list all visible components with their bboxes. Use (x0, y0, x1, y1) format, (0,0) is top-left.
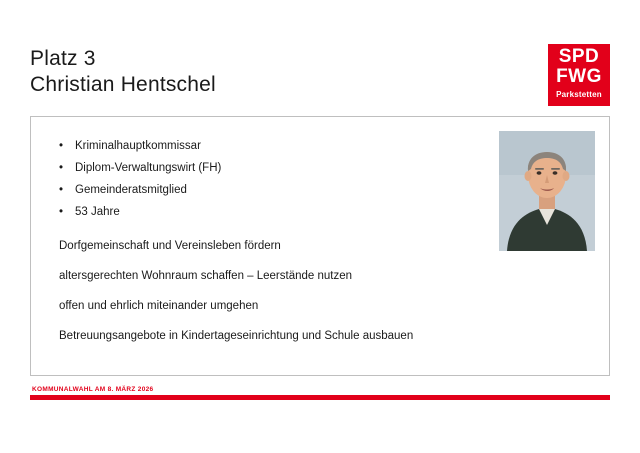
footer-label: KOMMUNALWAHL AM 8. MÄRZ 2026 (32, 386, 154, 393)
footer-bar (30, 395, 610, 400)
bullet-marker-icon: • (59, 140, 64, 152)
portrait-photo (499, 131, 595, 251)
bullet-marker-icon: • (59, 184, 64, 196)
list-item (59, 201, 479, 223)
footer (30, 386, 610, 400)
list-item-label: Gemeinderatsmitglied (75, 184, 187, 196)
content-box (30, 116, 610, 376)
slide-content (16, 30, 624, 418)
logo-line-parkstetten: Parkstetten (556, 90, 602, 99)
slide (16, 30, 624, 418)
list-item (59, 135, 479, 157)
page-title (30, 46, 460, 98)
list-item-label: Kriminalhauptkommissar (75, 140, 201, 152)
logo-line-fwg: FWG (556, 66, 602, 87)
spd-fwg-logo (548, 44, 610, 106)
statement-line: Betreuungsangebote in Kindertageseinrichtung und Schule ausbauen (59, 330, 414, 342)
list-item-label: Diplom-Verwaltungswirt (FH) (75, 162, 222, 174)
portrait-illustration (499, 131, 595, 251)
title-line-name: Christian Hentschel (30, 73, 216, 96)
statement-line: altersgerechten Wohnraum schaffen – Leerstände nutzen (59, 270, 353, 282)
bullet-marker-icon: • (59, 206, 64, 218)
list-item (59, 179, 479, 201)
statement-line: offen und ehrlich miteinander umgehen (59, 300, 259, 312)
list-item-label: 53 Jahre (75, 206, 120, 218)
statement-line: Dorfgemeinschaft und Vereinsleben fördern (59, 240, 281, 252)
title-line-rank: Platz 3 (30, 47, 96, 70)
bullet-list (59, 135, 479, 223)
statement-list (59, 239, 509, 359)
logo-line-spd: SPD (558, 46, 600, 67)
bullet-marker-icon: • (59, 162, 64, 174)
list-item (59, 157, 479, 179)
